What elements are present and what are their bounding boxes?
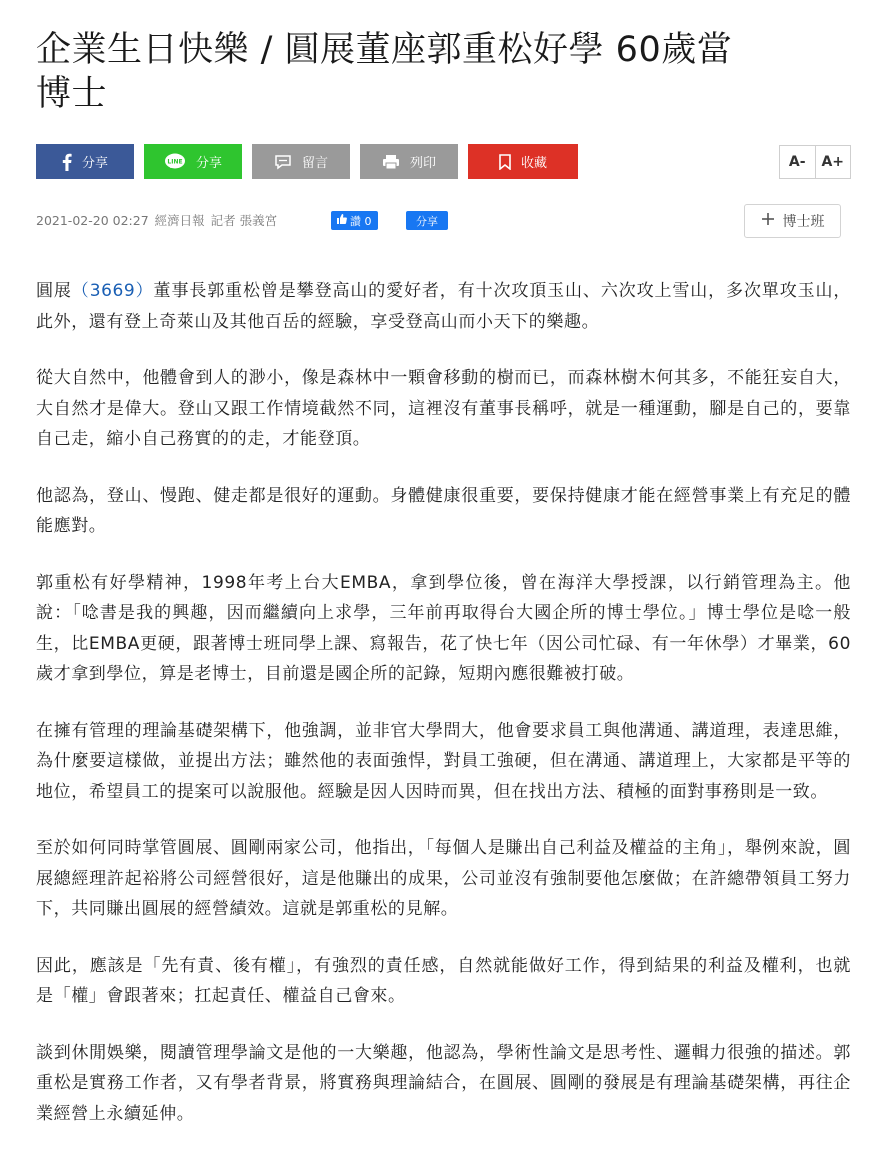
paragraph-text: 董事長郭重松曾是攀登高山的愛好者，有十次攻頂玉山、六次攻上雪山，多次單攻玉山，此外，還有登上奇萊山及其他百岳的經驗，享受登高山而小天下的樂趣。 — [36, 281, 852, 332]
paragraph: 至於如何同時掌管圓展、圓剛兩家公司，他指出，「每個人是賺出自己利益及權益的主角」，舉例來說，圓展總經理許起裕將公司經營很好，這是他賺出的成果，公司並沒有強制要他怎麼做；在許總帶領員工努力下，共同賺出圓展的經營績效。這就是郭重松的見解。 — [36, 838, 851, 919]
publish-datetime: 2021-02-20 02:27 — [36, 212, 149, 228]
facebook-share-small-button[interactable]: 分享 — [406, 211, 448, 230]
font-decrease-button[interactable]: A- — [788, 154, 806, 170]
paragraph: 在擁有管理的理論基礎架構下，他強調，並非官大學問大，他會要求員工與他溝通、講道理，表達思維，為什麼要這樣做，並提出方法；雖然他的表面強悍，對員工強硬，但在溝通、講道理上，大家都是平等的地位，希望員工的提案可以說服他。經驗是因人因時而異，但在找出方法、積極的面對事務則是一致。 — [36, 720, 851, 802]
facebook-icon — [62, 153, 72, 171]
svg-text:LINE: LINE — [167, 158, 183, 165]
facebook-like-button[interactable] — [331, 211, 378, 230]
line-icon — [164, 153, 186, 171]
paragraph: 因此，應該是「先有責、後有權」，有強烈的責任感，自然就能做好工作，得到結果的利益及權利，也就是「權」會跟著來；扛起責任、權益自己會來。 — [36, 955, 851, 1006]
paragraph — [36, 276, 851, 337]
printer-icon — [382, 154, 400, 170]
stock-code-link[interactable]: （3669） — [71, 281, 154, 301]
font-increase-button[interactable]: A+ — [815, 146, 851, 178]
plus-icon — [761, 212, 775, 230]
article-author: 記者 張義宮 — [210, 213, 278, 228]
favorite-button[interactable] — [468, 144, 578, 179]
thumbs-up-icon — [337, 214, 347, 227]
print-button[interactable] — [360, 144, 458, 179]
comment-icon — [274, 154, 292, 170]
bookmark-icon — [499, 154, 511, 170]
article-meta — [36, 211, 283, 229]
company-name: 圓展 — [36, 281, 72, 301]
comment-button[interactable] — [252, 144, 350, 179]
line-share-button[interactable] — [144, 144, 242, 179]
print-label: 列印 — [409, 156, 436, 171]
paragraph: 從大自然中，他體會到人的渺小，像是森林中一顆會移動的樹而已，而森林樹木何其多，不能狂妄自大，大自然才是偉大。登山又跟工作情境截然不同，這裡沒有董事長稱呼，就是一種運動，腳是自己的，要靠自己走，縮小自己務實的的走，才能登頂。 — [36, 368, 851, 449]
article-title: 企業生日快樂 / 圓展董座郭重松好學 60歲當博士 — [36, 30, 733, 114]
font-size-control — [779, 145, 851, 179]
paragraph: 談到休閒娛樂，閱讀管理學論文是他的一大樂趣，他認為，學術性論文是思考性、邏輯力很強的描述。郭重松是實務工作者，又有學者背景，將實務與理論結合，在圓展、圓剛的發展是有理論基礎架構，再往企業經營上永續延伸。 — [36, 1042, 851, 1124]
article-body — [36, 276, 851, 1155]
facebook-share-button[interactable] — [36, 144, 134, 179]
facebook-share-label: 分享 — [81, 156, 108, 171]
comment-label: 留言 — [301, 156, 328, 171]
paragraph: 他認為，登山、慢跑、健走都是很好的運動。身體健康很重要，要保持健康才能在經營事業上有充足的體能應對。 — [36, 485, 851, 536]
tag-button[interactable] — [744, 204, 841, 238]
favorite-label: 收藏 — [520, 156, 547, 171]
paragraph: 郭重松有好學精神，1998年考上台大EMBA，拿到學位後，曾在海洋大學授課，以行銷管理為主。他說：「唸書是我的興趣，因而繼續向上求學，三年前再取得台大國企所的博士學位。」博士學位是唸一般生，比EMBA更硬，跟著博士班同學上課、寫報告，花了快七年（因公司忙碌、有一年休學）才畢業，60歲才拿到學位，算是老博士，目前還是國企所的記錄，短期內應很難被打破。 — [36, 572, 851, 684]
share-toolbar — [36, 144, 578, 179]
like-count-label: 讚 0 — [350, 214, 372, 228]
article-source[interactable]: 經濟日報 — [154, 213, 205, 228]
tag-label: 博士班 — [782, 214, 825, 230]
line-share-label: 分享 — [195, 156, 222, 171]
